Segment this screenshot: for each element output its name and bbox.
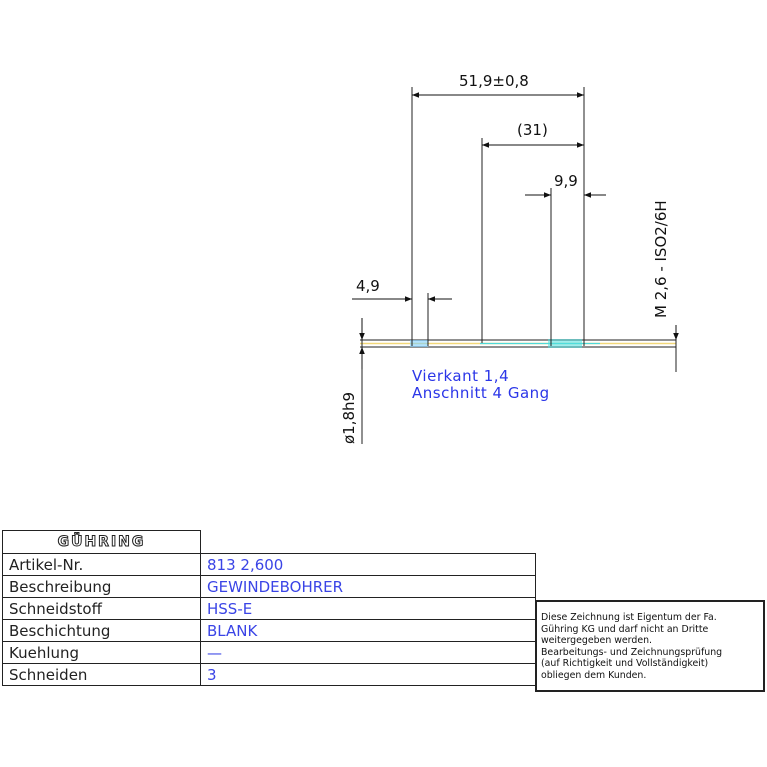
row-label: Kuehlung xyxy=(3,642,201,664)
legal-line: Diese Zeichnung ist Eigentum der Fa. xyxy=(541,612,717,623)
title-block xyxy=(2,530,536,686)
table-row xyxy=(3,576,536,598)
table-row xyxy=(3,642,536,664)
row-label: Schneiden xyxy=(3,664,201,686)
row-value: HSS-E xyxy=(201,598,536,620)
legal-line: obliegen dem Kunden. xyxy=(541,669,647,681)
dim-flute-length: (31) xyxy=(517,121,548,139)
row-value: GEWINDEBOHRER xyxy=(201,576,536,598)
legal-line: Gühring KG und darf nicht an Dritte xyxy=(541,623,709,635)
row-value: 813 2,600 xyxy=(201,554,536,576)
dim-overall-length: 51,9±0,8 xyxy=(459,72,529,90)
note-chamfer: Anschnitt 4 Gang xyxy=(412,384,550,402)
row-label: Artikel-Nr. xyxy=(3,554,201,576)
row-value: 3 xyxy=(201,664,536,686)
row-label: Schneidstoff xyxy=(3,598,201,620)
company-logo: GÜHRING xyxy=(3,531,201,554)
legal-notice xyxy=(535,600,765,692)
row-value: — xyxy=(201,642,536,664)
table-row xyxy=(3,554,536,576)
row-label: Beschreibung xyxy=(3,576,201,598)
row-label: Beschichtung xyxy=(3,620,201,642)
dim-thread-spec: M 2,6 - ISO2/6H xyxy=(652,200,670,318)
note-square: Vierkant 1,4 xyxy=(412,367,510,385)
row-value: BLANK xyxy=(201,620,536,642)
table-row xyxy=(3,620,536,642)
dim-shank-diameter: ø1,8h9 xyxy=(340,391,358,444)
tool-body xyxy=(360,339,676,348)
dim-thread-length: 9,9 xyxy=(554,172,578,190)
table-row xyxy=(3,664,536,686)
dim-square-length: 4,9 xyxy=(356,277,380,295)
table-row xyxy=(3,598,536,620)
dimension-lines xyxy=(352,95,676,369)
legal-line: Bearbeitungs- und Zeichnungsprüfung xyxy=(541,646,723,658)
legal-line: (auf Richtigkeit und Vollständigkeit) xyxy=(541,658,709,670)
legal-line: weitergegeben werden. xyxy=(541,635,653,647)
